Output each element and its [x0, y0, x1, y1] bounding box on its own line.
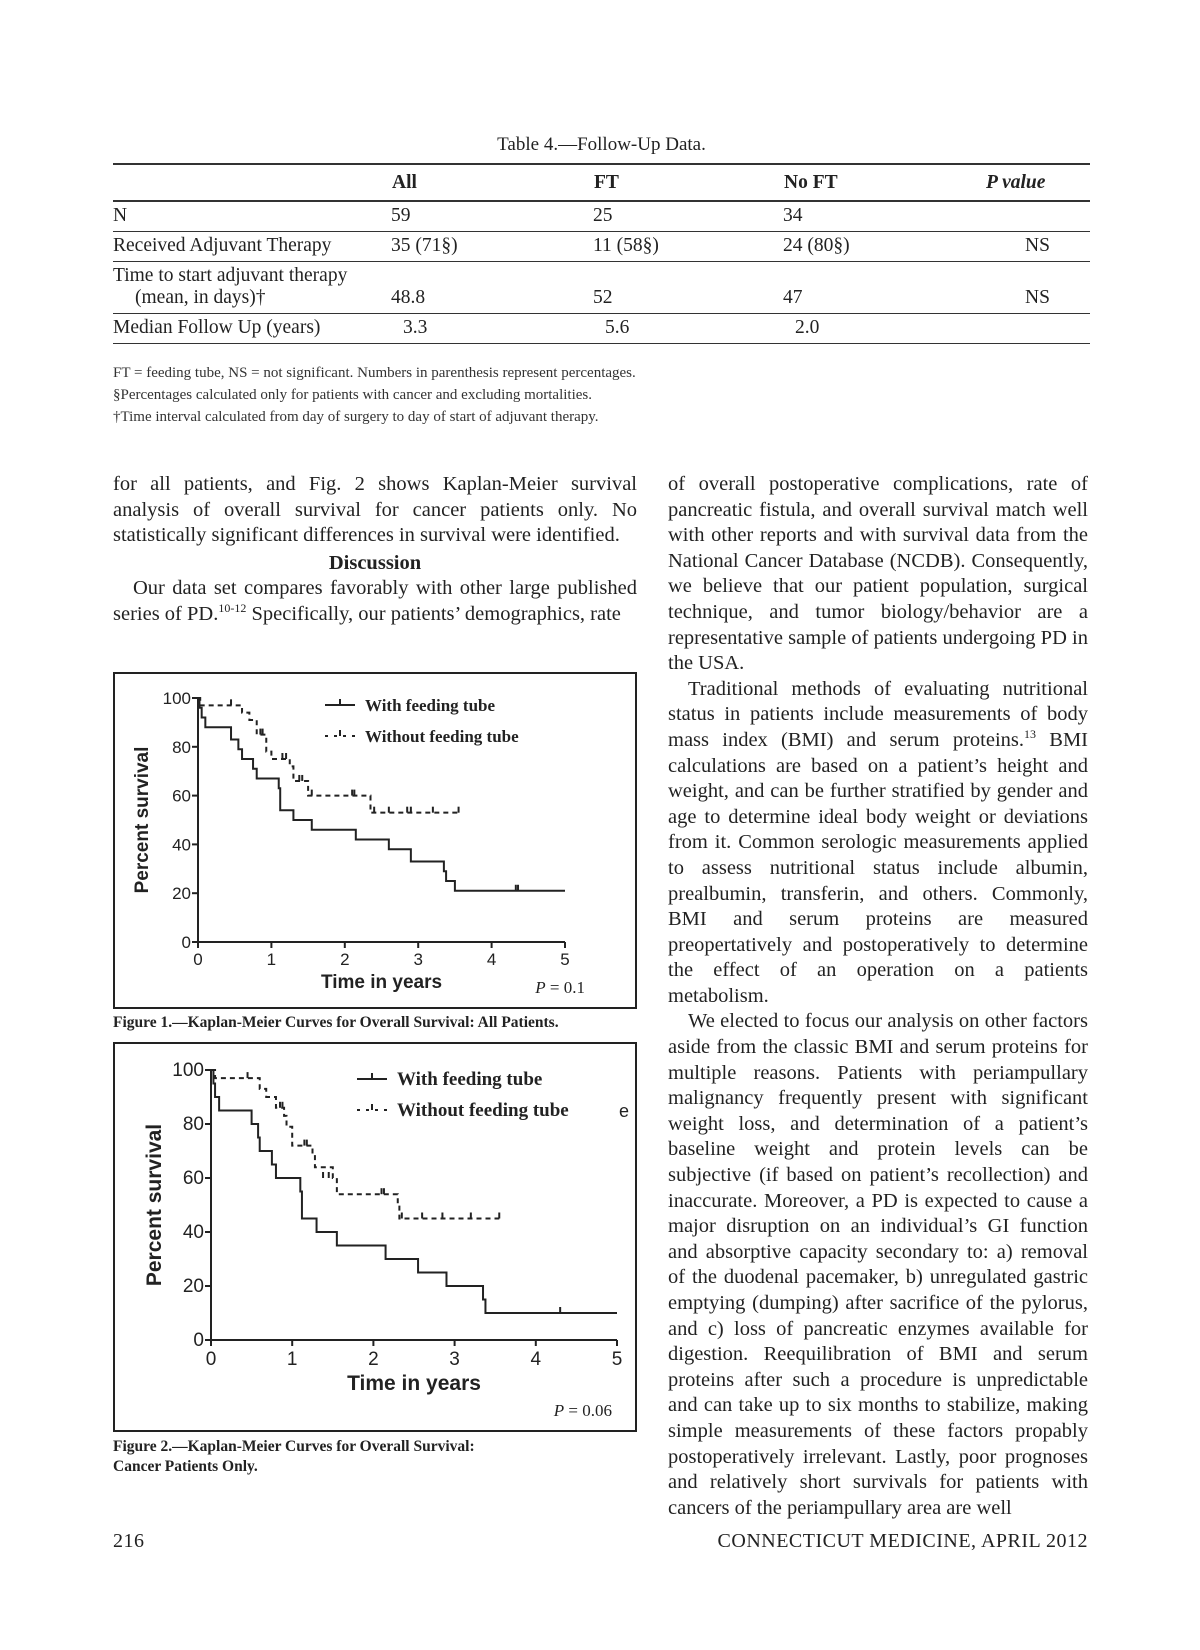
journal-footer: CONNECTICUT MEDICINE, APRIL 2012 [717, 1530, 1088, 1552]
table-row [113, 262, 1090, 314]
cell-ft: 5.6 [593, 314, 783, 344]
x-tick-label: 0 [205, 1349, 217, 1370]
row-label-line1: Time to start adjuvant therapy [113, 265, 348, 286]
row-label: Received Adjuvant Therapy [113, 232, 391, 262]
section-heading-discussion: Discussion [328, 551, 422, 574]
header-blank [113, 164, 391, 201]
text: Our data set compares favorably with other large published series of PD. [113, 577, 637, 625]
cell-p [985, 314, 1090, 344]
cell-ft: 52 [593, 262, 783, 314]
table-footnote: FT = feeding tube, NS = not significant. Numbers in parenthesis represent percentages. [113, 365, 636, 381]
row-label [113, 262, 391, 314]
p-label: P [535, 978, 546, 997]
legend-label: Without feeding tube [397, 1100, 569, 1121]
y-tick-label: 60 [182, 1168, 204, 1189]
table-row [113, 232, 1090, 262]
x-tick-label: 4 [486, 950, 497, 969]
y-tick-label: 20 [182, 1276, 204, 1297]
series-line-without-feeding-tube [211, 1070, 499, 1219]
x-tick-label: 3 [413, 950, 423, 969]
km-chart-2 [115, 1044, 635, 1430]
header-all: All [391, 164, 593, 201]
p-label: P [553, 1401, 565, 1420]
x-axis-label: Time in years [320, 972, 443, 993]
x-tick-label: 1 [286, 1349, 298, 1370]
legend-label: With feeding tube [397, 1069, 543, 1090]
cell-no-ft: 2.0 [783, 314, 985, 344]
cell-all: 59 [391, 201, 593, 232]
x-tick-label: 3 [449, 1349, 460, 1370]
citation: 10-12 [218, 601, 247, 616]
p-value: = 0.06 [564, 1401, 612, 1420]
y-tick-label: 80 [182, 1114, 204, 1135]
figure-2-caption [113, 1437, 475, 1477]
citation: 13 [1024, 727, 1037, 742]
figure-2 [113, 1042, 637, 1432]
stray-mark: e [619, 1101, 630, 1121]
text: Specifically, our patients’ demographics, rate [246, 602, 621, 625]
p-value: = 0.1 [545, 978, 585, 997]
cell-p: NS [985, 232, 1090, 262]
cell-all: 3.3 [391, 314, 593, 344]
header-no-ft: No FT [783, 164, 985, 201]
x-tick-label: 2 [368, 1349, 379, 1370]
y-tick-label: 80 [172, 737, 191, 757]
p-value-annotation [534, 978, 585, 997]
page-number: 216 [113, 1530, 145, 1552]
caption-line: Figure 2.—Kaplan-Meier Curves for Overall Survival: [113, 1438, 475, 1455]
y-tick-label: 0 [181, 933, 191, 952]
legend-label: With feeding tube [365, 696, 496, 715]
p-value-annotation [553, 1401, 612, 1420]
follow-up-table [113, 163, 1090, 344]
table-title: Table 4.—Follow-Up Data. [497, 134, 706, 155]
figure-1 [113, 672, 637, 1009]
paragraph [113, 576, 637, 627]
row-label: N [113, 201, 391, 232]
cell-ft: 25 [593, 201, 783, 232]
left-column [113, 472, 637, 628]
x-tick-label: 2 [340, 950, 350, 969]
cell-no-ft: 34 [783, 201, 985, 232]
paragraph: of overall postoperative complications, rate of pancreatic fistula, and overall survival match well with other reports and with survival data from the National Cancer Database (NCDB). Consequently, we believe that our patient population, surgical technique, and tumor biology/behavior are a representative sample of patients undergoing PD in the USA. [668, 473, 1088, 675]
km-chart-1 [115, 674, 635, 1007]
cell-no-ft: 24 (80§) [783, 232, 985, 262]
paragraph: We elected to focus our analysis on other factors aside from the classic BMI and serum proteins for multiple reasons. Patients with periampullary malignancy frequently present with significant weight loss, and determination of a patient’s baseline weight and protein levels can be subjective (if based on patient’s recollection) and inaccurate. Moreover, a PD is expected to cause a major disruption on an individual’s GI function and absorptive capacity secondary to: a) removal of the duodenal pacemaker, b) unregulated gastric emptying (dumping) after sacrifice of the pylorus, and c) loss of pancreatic enzymes available for digestion. Reequilibration of BMI and serum proteins after such a procedure is unpredictable and can take up to six months to stabilize, making simple measurements of these factors propably postoperatively irrelevant. Lastly, poor prognoses and relatively short survivals for patients with cancers of the periampullary area are well [668, 1010, 1088, 1519]
y-axis-label: Percent survival [143, 1123, 166, 1287]
figure-1-caption: Figure 1.—Kaplan-Meier Curves for Overall Survival: All Patients. [113, 1014, 559, 1031]
table-footnote: †Time interval calculated from day of surgery to day of start of adjuvant therapy. [113, 409, 599, 425]
y-tick-label: 60 [172, 786, 191, 806]
text: Traditional methods of evaluating nutritional status in patients include measurements of body mass index (BMI) and serum proteins. [668, 677, 1088, 751]
paragraph [668, 677, 1088, 1010]
paragraph: for all patients, and Fig. 2 shows Kaplan-Meier survival analysis of overall survival for cancer patients only. No statistically significant differences in survival were identified. [113, 473, 637, 547]
header-ft: FT [593, 164, 783, 201]
series-line-without-feeding-tube [198, 698, 459, 813]
y-tick-label: 100 [162, 689, 191, 708]
y-tick-label: 40 [182, 1222, 204, 1243]
row-label: Median Follow Up (years) [113, 314, 391, 344]
y-axis-label: Percent survival [132, 746, 153, 894]
x-tick-label: 1 [266, 950, 277, 969]
y-tick-label: 100 [172, 1060, 204, 1081]
table-footnote: §Percentages calculated only for patients with cancer and excluding mortalities. [113, 387, 592, 403]
x-tick-label: 5 [560, 950, 570, 969]
cell-p: NS [985, 262, 1090, 314]
y-tick-label: 20 [172, 884, 191, 904]
table-header-row [113, 164, 1090, 201]
right-column [668, 472, 1088, 1521]
cell-no-ft: 47 [783, 262, 985, 314]
row-label-line2: (mean, in days)† [135, 287, 266, 308]
y-tick-label: 0 [193, 1330, 204, 1351]
cell-ft: 11 (58§) [593, 232, 783, 262]
caption-line: Cancer Patients Only. [113, 1458, 258, 1475]
text: BMI calculations are based on a patient’s height and weight, and can be further stratified by gender and age to determine ideal body weight or deviations from it. Common serologic measurements applied to assess nutritional status include albumin, prealbumin, transferin, and others. Commonly, BMI and serum proteins are measured preopertatively and postoperatively to determine the effect of an operation on a patients metabolism. [668, 728, 1089, 1007]
x-axis-label: Time in years [347, 1372, 481, 1395]
cell-p [985, 201, 1090, 232]
x-tick-label: 4 [530, 1349, 542, 1370]
table-row [113, 314, 1090, 344]
table-row [113, 201, 1090, 232]
legend-label: Without feeding tube [365, 727, 519, 746]
header-p-value: P value [985, 164, 1090, 201]
cell-all: 35 (71§) [391, 232, 593, 262]
cell-all: 48.8 [391, 262, 593, 314]
x-tick-label: 5 [611, 1349, 623, 1370]
x-tick-label: 0 [193, 950, 203, 969]
y-tick-label: 40 [172, 835, 191, 855]
